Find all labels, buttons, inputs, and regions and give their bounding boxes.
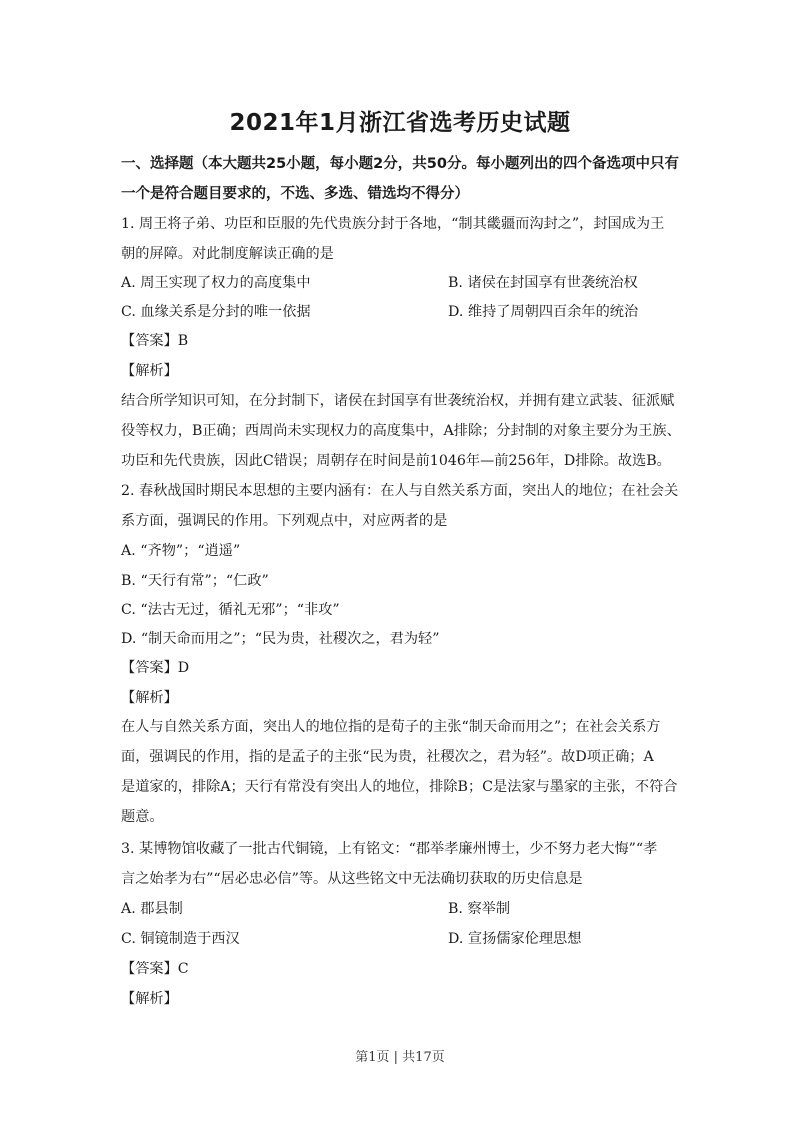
q2-analysis-label: 【解析】: [121, 690, 178, 706]
q2-option-b: B. “天行有常”；“仁政”: [121, 573, 269, 589]
page-title: 2021年1月浙江省选考历史试题: [229, 110, 571, 136]
q2-stem-line-1: 2. 春秋战国时期民本思想的主要内涵有：在人与自然关系方面，突出人的地位；在社会关: [121, 483, 679, 499]
q1-option-d: D. 维持了周朝四百余年的统治: [448, 304, 639, 320]
q3-options-row-1: [121, 899, 681, 919]
q2-answer: 【答案】D: [121, 660, 190, 676]
q1-analysis-label: 【解析】: [121, 363, 178, 379]
section-header-line-2: 一个是符合题目要求的，不选、多选、错选均不得分）: [121, 186, 469, 202]
q2-option-a: A. “齐物”；“逍遥”: [121, 543, 241, 559]
q1-option-a: A. 周王实现了权力的高度集中: [121, 275, 311, 291]
q3-option-c: C. 铜镜制造于西汉: [121, 931, 240, 947]
q3-stem-line-2: 言之始孝为右”“居必忠必信”等。从这些铭文中无法确切获取的历史信息是: [121, 871, 583, 887]
section-header-line-1: 一、选择题（本大题共25小题，每小题2分，共50分。每小题列出的四个备选项中只有: [121, 156, 679, 172]
q2-analysis-line-3: 是道家的，排除A；天行有常没有突出人的地位，排除B；C是法家与墨家的主张，不符合: [121, 779, 678, 795]
q1-option-b: B. 诸侯在封国享有世袭统治权: [448, 275, 638, 291]
q1-options-row-1: [121, 273, 681, 293]
q3-stem-line-1: 3. 某博物馆收藏了一批古代铜镜，上有铭文：“郡举孝廉州博士，少不努力老大悔”“孝: [121, 841, 658, 857]
q2-option-d: D. “制天命而用之”；“民为贵，社稷次之，君为轻”: [121, 631, 440, 647]
q2-analysis-line-1: 在人与自然关系方面，突出人的地位指的是荀子的主张“制天命而用之”；在社会关系方: [121, 719, 661, 735]
q1-options-row-2: [121, 302, 681, 322]
q1-stem-line-2: 朝的屏障。对此制度解读正确的是: [121, 246, 334, 262]
q2-stem-line-2: 系方面，强调民的作用。下列观点中，对应两者的是: [121, 513, 448, 529]
q2-analysis-line-4: 题意。: [121, 809, 164, 825]
q1-analysis-line-2: 役等权力，B正确；西周尚未实现权力的高度集中，A排除；分封制的对象主要分为王族、: [121, 423, 681, 439]
q1-analysis-line-3: 功臣和先代贵族，因此C错误；周朝存在时间是前1046年—前256年，D排除。故选B。: [121, 453, 671, 469]
q1-option-c: C. 血缘关系是分封的唯一依据: [121, 304, 311, 320]
q2-analysis-line-2: 面，强调民的作用，指的是孟子的主张“民为贵，社稷次之，君为轻”。故D项正确；A: [121, 749, 654, 765]
q1-analysis-line-1: 结合所学知识可知，在分封制下，诸侯在封国享有世袭统治权，并拥有建立武装、征派赋: [121, 393, 675, 409]
q2-option-c: C. “法古无过，循礼无邪”；“非攻”: [121, 602, 340, 618]
q3-analysis-label: 【解析】: [121, 991, 178, 1007]
q3-option-d: D. 宣扬儒家伦理思想: [448, 931, 582, 947]
q3-option-a: A. 郡县制: [121, 901, 183, 917]
q3-answer: 【答案】C: [121, 961, 189, 977]
q1-stem-line-1: 1. 周王将子弟、功臣和臣服的先代贵族分封于各地，“制其畿疆而沟封之”，封国成为王: [121, 216, 665, 232]
q1-answer: 【答案】B: [121, 333, 189, 349]
q3-options-row-2: [121, 929, 681, 949]
q3-option-b: B. 察举制: [448, 901, 511, 917]
page-footer: 第1页 | 共17页: [355, 1050, 445, 1065]
